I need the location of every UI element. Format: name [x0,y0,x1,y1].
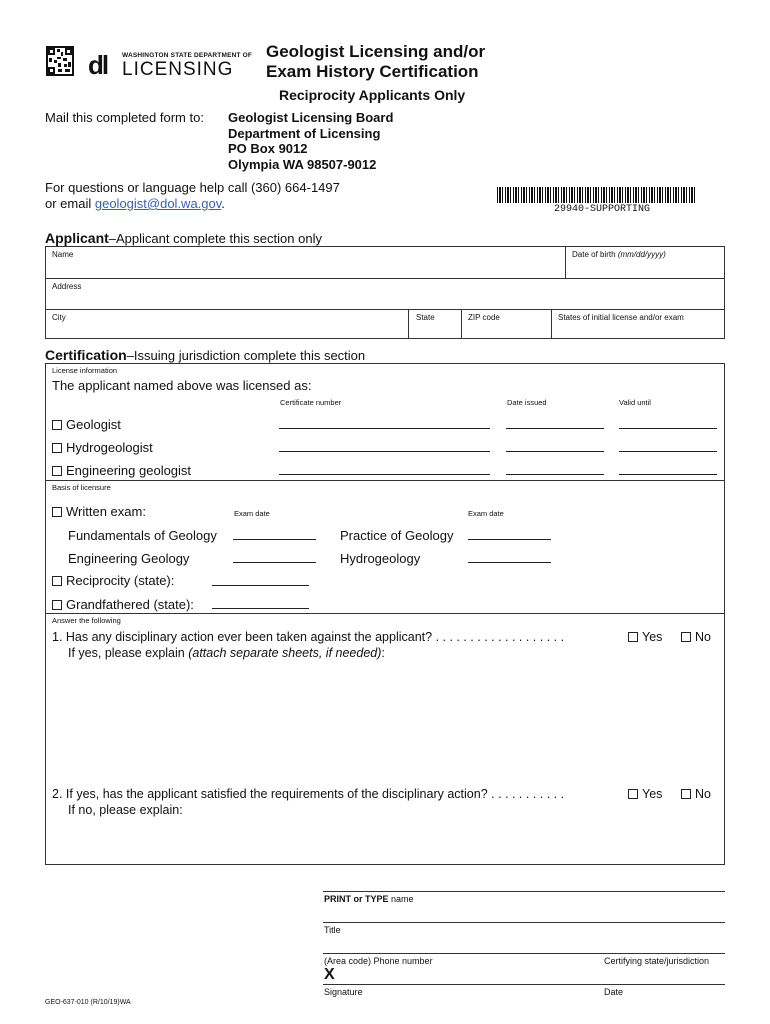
q1-sub-plain: If yes, please explain [68,646,189,660]
contact-email-suffix: . [221,196,225,211]
address-line2: Department of Licensing [228,125,381,141]
hydrogeologist-label: Hydrogeologist [66,440,153,455]
contact-email-prefix: or email [45,196,95,211]
fundamentals-label: Fundamentals of Geology [68,528,217,543]
divider [45,309,725,310]
license-info-label: License information [52,366,118,375]
mailing-address [228,110,393,172]
engineering-geology-label: Engineering Geology [68,551,190,566]
phone-label: (Area code) Phone number [324,956,433,966]
divider [45,480,725,481]
checkbox-icon [628,632,638,642]
answer-label: Answer the following [52,616,121,625]
basis-label: Basis of licensure [52,483,111,492]
divider [461,309,462,339]
checkbox-icon [52,420,62,430]
phone-line[interactable] [323,953,725,954]
dob-label: Date of birth [572,250,618,259]
exam-date-header-right: Exam date [468,509,504,518]
form-title-line2: Exam History Certification [266,62,479,81]
signature-line[interactable] [323,984,725,985]
divider [45,278,725,279]
divider [45,613,725,614]
licensed-as-text: The applicant named above was licensed as: [52,378,312,393]
divider [551,309,552,339]
practice-exam-date-input[interactable] [468,539,551,540]
divider [408,309,409,339]
address-line1: Geologist Licensing Board [228,110,394,125]
print-label-rest: name [388,894,414,904]
q2-yes-label: Yes [642,787,663,801]
zip-field[interactable]: ZIP code [468,313,500,322]
grandfathered-state-input[interactable] [212,608,309,609]
q1-no-label: No [695,630,711,644]
hydrogeologist-valid-until-input[interactable] [619,451,717,452]
q2-no-checkbox[interactable] [681,787,711,801]
title-line[interactable] [323,922,725,923]
form-subtitle: Reciprocity Applicants Only [279,87,466,103]
geologist-label: Geologist [66,417,121,432]
applicant-box [45,246,725,339]
checkbox-icon [628,789,638,799]
hydrogeologist-date-issued-input[interactable] [506,451,604,452]
checkbox-icon [52,600,62,610]
eng-geologist-valid-until-input[interactable] [619,474,717,475]
eng-geologist-cert-number-input[interactable] [279,474,490,475]
certification-heading [45,347,365,363]
question-1: 1. Has any disciplinary action ever been taken against the applicant? . . . . . . . . . . . . . . . . . . . [52,630,565,644]
q2-no-label: No [695,787,711,801]
print-name-label [324,894,414,904]
q1-sub-italic: (attach separate sheets, if needed) [188,646,382,660]
checkbox-icon [52,507,62,517]
reciprocity-state-input[interactable] [212,585,309,586]
question-1-sub [68,646,385,660]
form-title [266,42,485,82]
print-label-bold: PRINT or TYPE [324,894,389,904]
signature-label: Signature [324,987,363,997]
checkbox-icon [52,443,62,453]
fundamentals-exam-date-input[interactable] [233,539,316,540]
city-field[interactable]: City [52,313,66,322]
question-2: 2. If yes, has the applicant satisfied the requirements of the disciplinary action? . . . . . . . . . . . [52,787,565,801]
initial-states-field[interactable]: States of initial license and/or exam [558,313,684,322]
address-line4: Olympia WA 98507-9012 [228,156,377,172]
certification-heading-bold: Certification [45,347,127,363]
geologist-checkbox[interactable] [52,417,121,432]
practice-label: Practice of Geology [340,528,454,543]
engineering-geologist-label: Engineering geologist [66,463,192,478]
col-valid-until: Valid until [619,398,651,407]
department-word: LICENSING [122,59,234,80]
applicant-heading [45,230,322,246]
dol-logo-mark: dl [88,50,108,80]
signature-x-mark: X [324,966,335,983]
checkbox-icon [681,789,691,799]
email-link[interactable]: geologist@dol.wa.gov [94,196,222,211]
q1-explanation-area[interactable] [68,664,718,779]
geologist-cert-number-input[interactable] [279,428,490,429]
exam-date-header-left: Exam date [234,509,270,518]
contact-phone: For questions or language help call (360) 664-1497 [45,180,340,195]
applicant-heading-rest: –Applicant complete this section only [108,231,322,246]
dob-field[interactable] [572,250,666,259]
geologist-date-issued-input[interactable] [506,428,604,429]
hydrogeologist-cert-number-input[interactable] [279,451,490,452]
col-certificate-number: Certificate number [280,398,342,407]
eng-geologist-date-issued-input[interactable] [506,474,604,475]
checkbox-icon [52,466,62,476]
q1-yes-checkbox[interactable] [628,630,662,644]
qr-code-icon [46,46,74,76]
barcode-icon [497,187,697,203]
department-name: WASHINGTON STATE DEPARTMENT OF [122,52,253,59]
written-exam-label: Written exam: [66,504,146,519]
hydrogeologist-checkbox[interactable] [52,440,153,455]
name-field[interactable]: Name [52,250,74,259]
hydrogeology-label: Hydrogeology [340,551,421,566]
checkbox-icon [681,632,691,642]
certification-heading-rest: –Issuing jurisdiction complete this section [126,348,366,363]
reciprocity-checkbox[interactable] [52,573,174,588]
q1-yes-label: Yes [642,630,663,644]
written-exam-checkbox[interactable] [52,504,146,519]
address-line3: PO Box 9012 [228,141,308,156]
q2-explanation-area[interactable] [68,820,718,860]
reciprocity-label: Reciprocity (state): [66,573,175,588]
mail-label: Mail this completed form to: [45,110,204,125]
question-2-sub: If no, please explain: [68,803,183,817]
grandfathered-label: Grandfathered (state): [66,597,194,612]
checkbox-icon [52,576,62,586]
engineering-geology-exam-date-input[interactable] [233,562,316,563]
q1-no-checkbox[interactable] [681,630,711,644]
dob-format: (mm/dd/yyyy) [617,250,666,259]
grandfathered-checkbox[interactable] [52,597,194,612]
date-label: Date [604,987,624,997]
address-field[interactable]: Address [52,282,82,291]
divider [565,246,566,278]
barcode-text: 29940-SUPPORTING [554,204,651,215]
applicant-heading-bold: Applicant [45,230,109,246]
q1-sub-end: : [381,646,385,660]
q2-yes-checkbox[interactable] [628,787,662,801]
geologist-valid-until-input[interactable] [619,428,717,429]
form-title-line1: Geologist Licensing and/or [266,42,486,61]
col-date-issued: Date issued [507,398,547,407]
hydrogeology-exam-date-input[interactable] [468,562,551,563]
print-name-line[interactable] [323,891,725,892]
state-field[interactable]: State [416,313,435,322]
form-id: GEO-637-010 (R/10/19)WA [45,999,131,1006]
title-label: Title [324,925,341,935]
engineering-geologist-checkbox[interactable] [52,463,191,478]
contact-info [45,180,340,212]
certifying-state-label: Certifying state/jurisdiction [604,956,710,966]
